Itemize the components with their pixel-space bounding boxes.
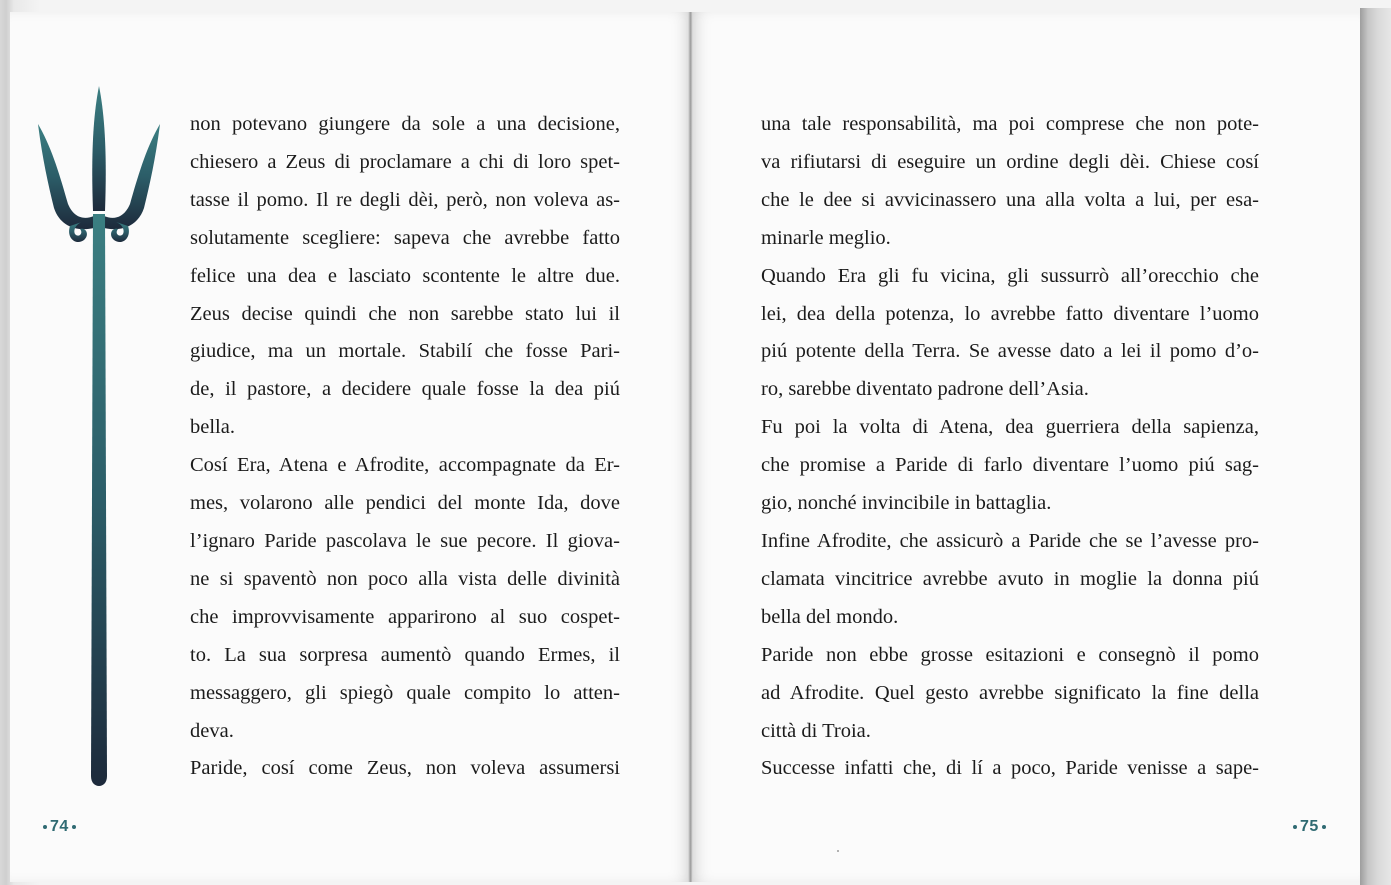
text-line: gio, nonché invincibile in battaglia. xyxy=(761,492,1052,515)
trident-icon xyxy=(36,86,166,786)
text-line: clamata vincitrice avrebbe avuto in moglie la donna piú xyxy=(761,567,1259,590)
text-line: lei, dea della potenza, lo avrebbe fatto diventare l’uomo xyxy=(761,302,1259,325)
page-number-value: 74 xyxy=(50,818,69,835)
right-page-text xyxy=(761,106,1259,788)
text-line: chiesero a Zeus di proclamare a chi di loro spet- xyxy=(190,150,620,173)
text-line: mes, volarono alle pendici del monte Ida, dove xyxy=(190,492,620,515)
text-line: che promise a Paride di farlo diventare l’uomo piú sag- xyxy=(761,454,1259,477)
dot-icon xyxy=(1322,825,1326,829)
page-number-value: 75 xyxy=(1300,818,1319,835)
text-line: to. La sua sorpresa aumentò quando Ermes, il xyxy=(190,643,620,666)
text-line: una tale responsabilità, ma poi comprese che non pote- xyxy=(761,113,1259,135)
text-line: solutamente scegliere: sapeva che avrebbe fatto xyxy=(190,226,620,249)
text-line: non potevano giungere da sole a una decisione, xyxy=(190,113,620,135)
text-line: Quando Era gli fu vicina, gli sussurrò all’orecchio che xyxy=(761,264,1259,287)
page-number-right xyxy=(1290,818,1329,836)
scan-edge xyxy=(1360,8,1391,885)
dot-icon xyxy=(43,825,47,829)
text-line: Fu poi la volta di Atena, dea guerriera della sapienza, xyxy=(761,416,1259,439)
text-line: piú potente della Terra. Se avesse dato a lei il pomo d’o- xyxy=(761,340,1259,363)
text-line: che improvvisamente apparirono al suo cospet- xyxy=(190,605,620,628)
text-line: felice una dea e lasciato scontente le altre due. xyxy=(190,264,620,287)
text-line: minarle meglio. xyxy=(761,226,891,249)
text-line: giudice, ma un mortale. Stabilí che fosse Pari- xyxy=(190,340,620,363)
text-line: de, il pastore, a decidere quale fosse la dea piú xyxy=(190,378,620,401)
page-number-left xyxy=(40,818,79,836)
text-line: l’ignaro Paride pascolava le sue pecore. Il giova- xyxy=(190,529,620,552)
paper-speck xyxy=(837,850,839,852)
text-line: Paride, cosí come Zeus, non voleva assumersi xyxy=(190,757,620,780)
text-line: Cosí Era, Atena e Afrodite, accompagnate da Er- xyxy=(190,454,620,477)
left-page-text xyxy=(190,106,620,788)
text-line: Successe infatti che, di lí a poco, Paride venisse a sape- xyxy=(761,757,1259,780)
text-line: Paride non ebbe grosse esitazioni e consegnò il pomo xyxy=(761,643,1259,666)
left-page xyxy=(10,12,690,882)
text-line: ro, sarebbe diventato padrone dell’Asia. xyxy=(761,378,1089,401)
text-line: che le dee si avvicinassero una alla volta a lui, per esa- xyxy=(761,188,1259,211)
dot-icon xyxy=(1293,825,1297,829)
text-line: tasse il pomo. Il re degli dèi, però, non voleva as- xyxy=(190,188,620,211)
text-line: ne si spaventò non poco alla vista delle divinità xyxy=(190,567,620,590)
text-line: deva. xyxy=(190,719,234,742)
right-page xyxy=(692,12,1360,882)
text-line: messaggero, gli spiegò quale compito lo atten- xyxy=(190,681,620,704)
text-line: bella. xyxy=(190,416,235,439)
text-line: ad Afrodite. Quel gesto avrebbe significato la fine della xyxy=(761,681,1259,704)
text-line: va rifiutarsi di eseguire un ordine degli dèi. Chiese cosí xyxy=(761,150,1259,173)
text-line: bella del mondo. xyxy=(761,605,899,628)
text-line: città di Troia. xyxy=(761,719,871,742)
text-line: Infine Afrodite, che assicurò a Paride che se l’avesse pro- xyxy=(761,529,1259,552)
book-gutter xyxy=(688,12,693,882)
dot-icon xyxy=(72,825,76,829)
text-line: Zeus decise quindi che non sarebbe stato lui il xyxy=(190,302,620,325)
